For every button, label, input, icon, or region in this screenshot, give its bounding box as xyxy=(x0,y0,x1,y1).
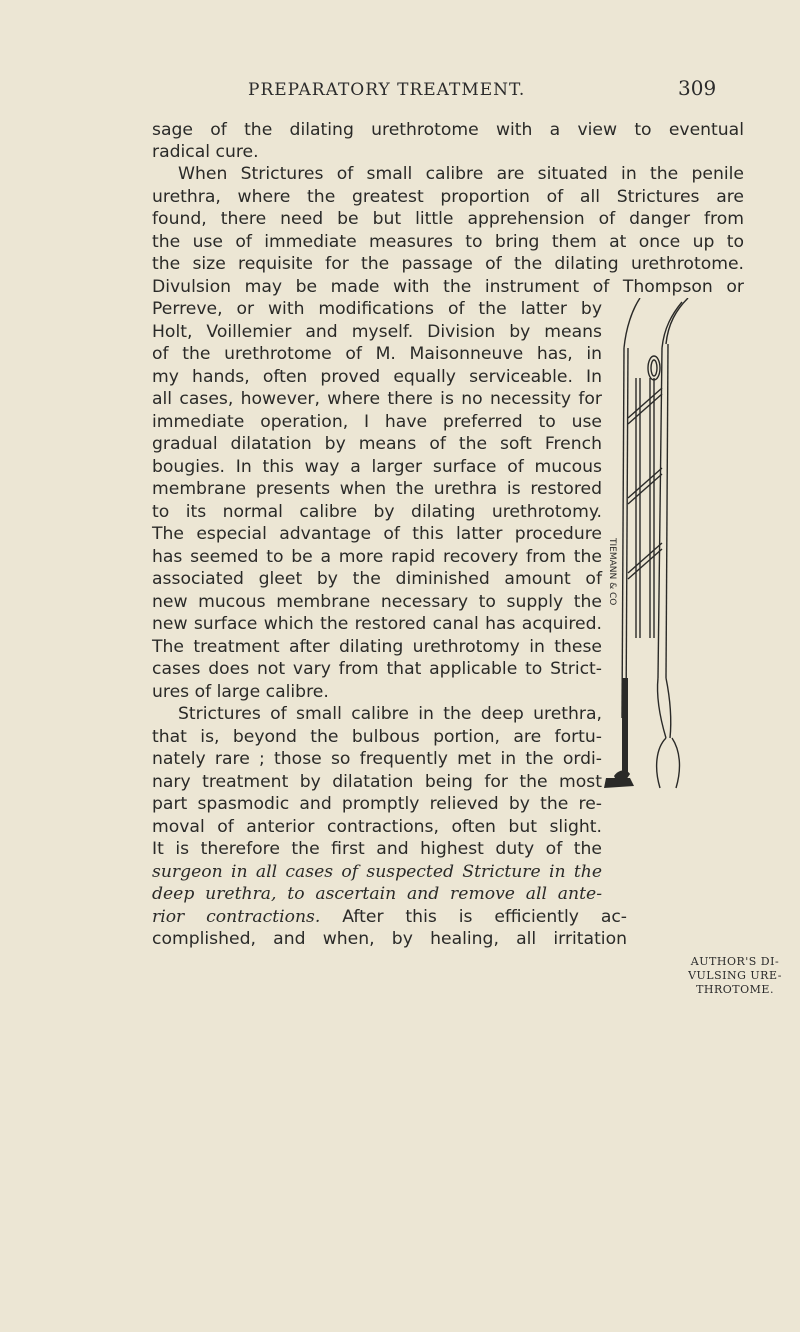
running-head: PREPARATORY TREATMENT. xyxy=(248,80,526,100)
text-line: nately rare ; those so frequently met in the ordi- xyxy=(152,749,602,769)
text-line: radical cure. xyxy=(152,142,259,162)
page-number: 309 xyxy=(678,76,717,100)
text-line: my hands, often proved equally serviceable. In xyxy=(152,367,602,387)
text-line: The especial advantage of this latter procedure xyxy=(152,524,602,544)
text-line: new mucous membrane necessary to supply the xyxy=(152,592,602,612)
text-line: sage of the dilating urethrotome with a view to eventual xyxy=(152,120,744,140)
text-line: that is, beyond the bulbous portion, are fortu- xyxy=(152,727,602,747)
text-line: membrane presents when the urethra is restored xyxy=(152,479,602,499)
text-line: part spasmodic and promptly relieved by the re- xyxy=(152,794,602,814)
figure-caption-line: AUTHOR'S DI- xyxy=(690,955,780,968)
text-line: the size requisite for the passage of the dilating urethrotome. xyxy=(152,254,744,274)
text-line: The treatment after dilating urethrotomy in these xyxy=(152,637,602,657)
text-line: deep urethra, to ascertain and remove all ante- xyxy=(152,884,602,904)
text-line: complished, and when, by healing, all irritation xyxy=(152,929,627,949)
text-line: It is therefore the first and highest duty of the xyxy=(152,839,602,859)
text-line: cases does not vary from that applicable to Strict- xyxy=(152,659,602,679)
text-line: the use of immediate measures to bring them at once up to xyxy=(152,232,744,252)
text-line: Divulsion may be made with the instrument of Thompson or xyxy=(152,277,744,297)
text-line: bougies. In this way a larger surface of mucous xyxy=(152,457,602,477)
text-line: new surface which the restored canal has acquired. xyxy=(152,614,602,634)
text-line: all cases, however, where there is no necessity for xyxy=(152,389,602,409)
text-line: nary treatment by dilatation being for the most xyxy=(152,772,602,792)
text-line-mixed xyxy=(152,907,627,927)
text-line: gradual dilatation by means of the soft French xyxy=(152,434,602,454)
text-line: ures of large calibre. xyxy=(152,682,329,702)
maker-mark: TIEMANN & CO xyxy=(607,538,617,606)
text-line: surgeon in all cases of suspected Stricture in the xyxy=(152,862,602,882)
figure-caption-line: THROTOME. xyxy=(696,983,774,996)
figure-caption-line: VULSING URE- xyxy=(688,969,782,982)
text-line: When Strictures of small calibre are situated in the penile xyxy=(178,164,744,184)
text-line: of the urethrotome of M. Maisonneuve has, in xyxy=(152,344,602,364)
italic-fragment: rior contractions. xyxy=(152,907,321,927)
text-line: urethra, where the greatest proportion of all Strictures are xyxy=(152,187,744,207)
roman-fragment: After this is efficiently ac- xyxy=(320,907,628,927)
text-line: has seemed to be a more rapid recovery from the xyxy=(152,547,602,567)
text-line: associated gleet by the diminished amount of xyxy=(152,569,602,589)
urethrotome-illustration xyxy=(596,298,706,798)
text-line: moval of anterior contractions, often but slight. xyxy=(152,817,602,837)
text-line: Perreve, or with modifications of the latter by xyxy=(152,299,602,319)
text-line: Strictures of small calibre in the deep urethra, xyxy=(178,704,602,724)
text-line: immediate operation, I have preferred to use xyxy=(152,412,602,432)
text-line: to its normal calibre by dilating urethrotomy. xyxy=(152,502,602,522)
text-line: Holt, Voillemier and myself. Division by means xyxy=(152,322,602,342)
text-line: found, there need be but little apprehension of danger from xyxy=(152,209,744,229)
